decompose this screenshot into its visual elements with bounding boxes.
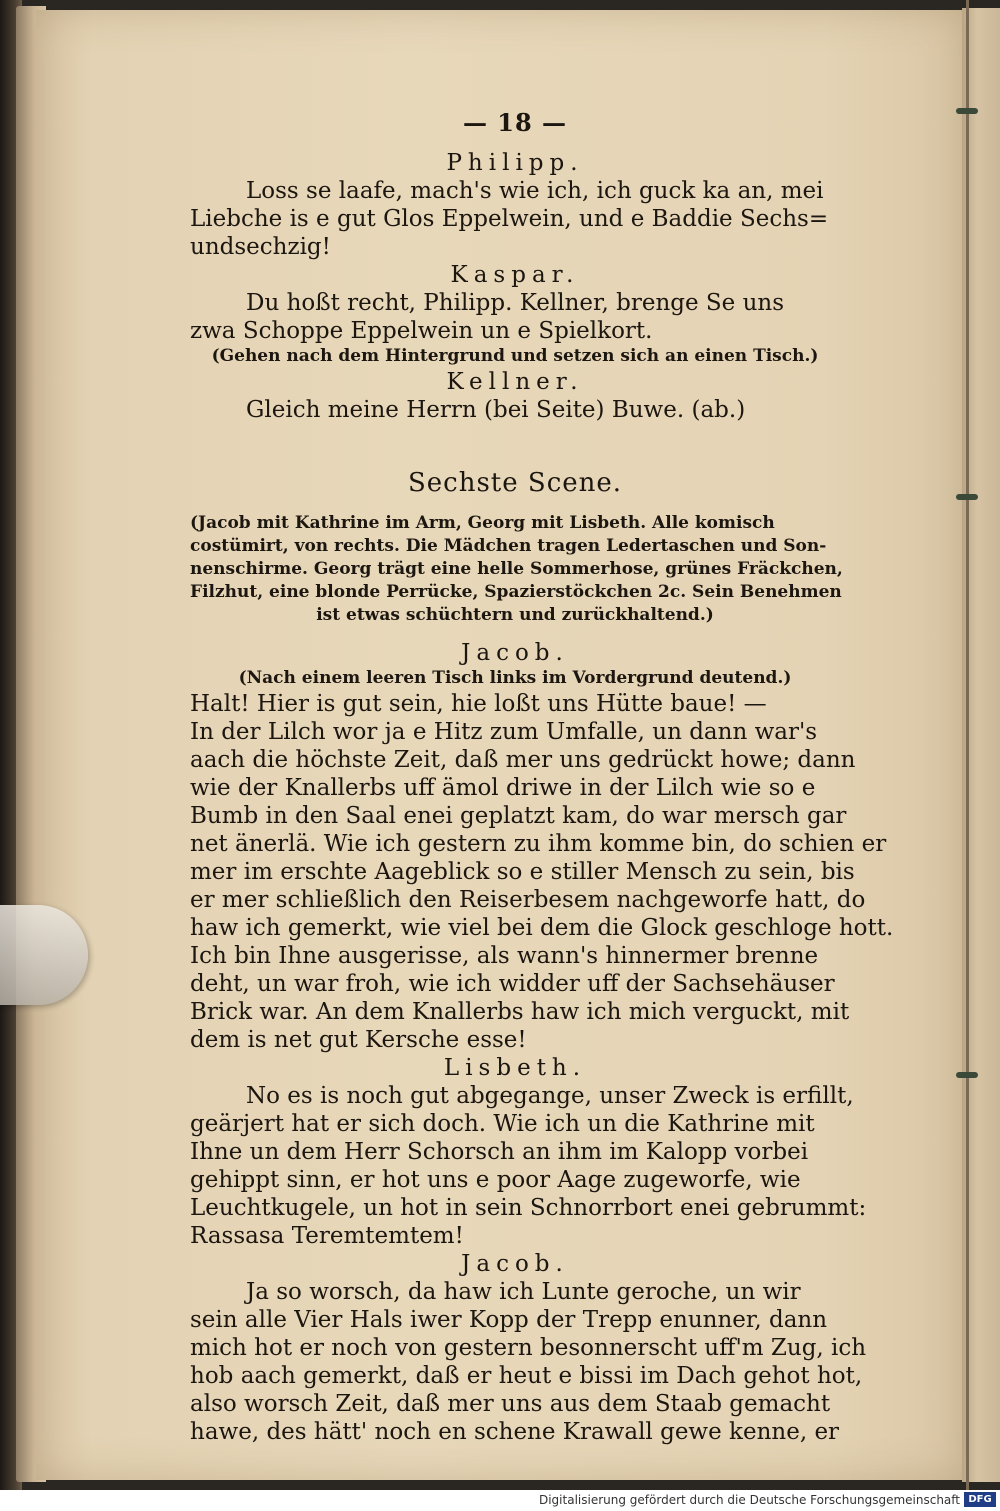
text-line: sein alle Vier Hals iwer Kopp der Trepp enunner, dann: [190, 1307, 828, 1333]
text-line: Leuchtkugele, un hot in sein Schnorrbort enei gebrummt:: [190, 1195, 867, 1221]
stage-line: costümirt, von rechts. Die Mädchen tragen Ledertaschen und Son-: [190, 536, 827, 556]
text-line: er mer schließlich den Reiserbesem nachgeworfe hatt, do: [190, 887, 866, 913]
text-line: net änerlä. Wie ich gestern zu ihm komme bin, do schien er: [190, 831, 887, 857]
stage-line: Filzhut, eine blonde Perrücke, Spazierstöckchen 2c. Sein Benehmen: [190, 582, 842, 602]
dfg-logo: DFG: [964, 1492, 996, 1507]
stage-direction: (Gehen nach dem Hintergrund und setzen sich an einen Tisch.): [211, 346, 819, 366]
text-line: Ja so worsch, da haw ich Lunte geroche, un wir: [246, 1279, 801, 1305]
text-line: haw ich gemerkt, wie viel bei dem die Glock geschloge hott.: [190, 915, 894, 941]
text-line: Liebche is e gut Glos Eppelwein, und e Baddie Sechs=: [190, 206, 829, 232]
text-line: mer im erschte Aageblick so e stiller Mensch zu sein, bis: [190, 859, 855, 885]
speaker-name: Philipp.: [446, 150, 584, 176]
text-line: No es is noch gut abgegange, unser Zweck is erfillt,: [246, 1083, 854, 1109]
text-line: hawe, des hätt' noch en schene Krawall gewe kenne, er: [190, 1419, 840, 1445]
text-line: Brick war. An dem Knallerbs haw ich mich verguckt, mit: [190, 999, 850, 1025]
scene-stage-direction: [190, 512, 843, 627]
text-line: undsechzig!: [190, 234, 331, 260]
speaker-name: Jacob.: [461, 1251, 569, 1277]
text-line: hob aach gemerkt, daß er heut e bissi im Dach gehot hot,: [190, 1363, 863, 1389]
stage-line: nenschirme. Georg trägt eine helle Sommerhose, grünes Fräckchen,: [190, 559, 843, 579]
text-line: wie der Knallerbs uff ämol driwe in der Lilch wie so e: [190, 775, 816, 801]
footer-bar: [0, 1490, 1000, 1511]
binding-thread: [956, 1072, 978, 1078]
stage-line: (Jacob mit Kathrine im Arm, Georg mit Lisbeth. Alle komisch: [190, 513, 775, 533]
text-line: aach die höchste Zeit, daß mer uns gedrückt howe; dann: [190, 747, 856, 773]
dialogue-section-2: [190, 639, 894, 1446]
stage-line: ist etwas schüchtern und zurückhaltend.): [316, 605, 714, 625]
speaker-name: Lisbeth.: [443, 1055, 587, 1081]
text-line: also worsch Zeit, daß mer uns aus dem Staab gemacht: [190, 1391, 831, 1417]
text-line: Loss se laafe, mach's wie ich, ich guck ka an, mei: [246, 178, 824, 204]
text-line: Halt! Hier is gut sein, hie loßt uns Hütte baue! —: [190, 691, 767, 717]
speaker-name: Jacob.: [461, 640, 569, 666]
text-line: geärjert hat er sich doch. Wie ich un die Kathrine mit: [190, 1111, 815, 1137]
text-line: gehippt sinn, er hot uns e poor Aage zugeworfe, wie: [190, 1167, 801, 1193]
dialogue-section-1: [190, 149, 840, 424]
text-line: deht, un war froh, wie ich widder uff der Sachsehäuser: [190, 971, 835, 997]
text-line: dem is net gut Kersche esse!: [190, 1027, 527, 1053]
funding-credit: Digitalisierung gefördert durch die Deutsche Forschungsgemeinschaft: [538, 1493, 960, 1507]
book-spine: [966, 0, 969, 1490]
text-line: Ich bin Ihne ausgerisse, als wann's hinnermer brenne: [190, 943, 819, 969]
text-line: Gleich meine Herrn (bei Seite) Buwe. (ab.): [246, 397, 746, 423]
page-number: — 18 —: [462, 108, 568, 137]
binding-thread: [956, 108, 978, 114]
text-line: zwa Schoppe Eppelwein un e Spielkort.: [190, 318, 653, 344]
text-line: Bumb in den Saal enei geplatzt kam, do war mersch gar: [190, 803, 847, 829]
speaker-name: Kellner.: [446, 369, 584, 395]
text-line: Ihne un dem Herr Schorsch an ihm im Kalopp vorbei: [190, 1139, 809, 1165]
text-line: Du hoßt recht, Philipp. Kellner, brenge Se uns: [246, 290, 785, 316]
stage-direction: (Nach einem leeren Tisch links im Vordergrund deutend.): [238, 668, 792, 688]
binding-thread: [956, 494, 978, 500]
page-text: [190, 108, 894, 1446]
text-line: In der Lilch wor ja e Hitz zum Umfalle, un dann war's: [190, 719, 818, 745]
speaker-name: Kaspar.: [450, 262, 580, 288]
text-line: Rassasa Teremtemtem!: [190, 1223, 464, 1249]
scene-title: Sechste Scene.: [407, 468, 623, 498]
text-line: mich hot er noch von gestern besonnerscht uff'm Zug, ich: [190, 1335, 867, 1361]
